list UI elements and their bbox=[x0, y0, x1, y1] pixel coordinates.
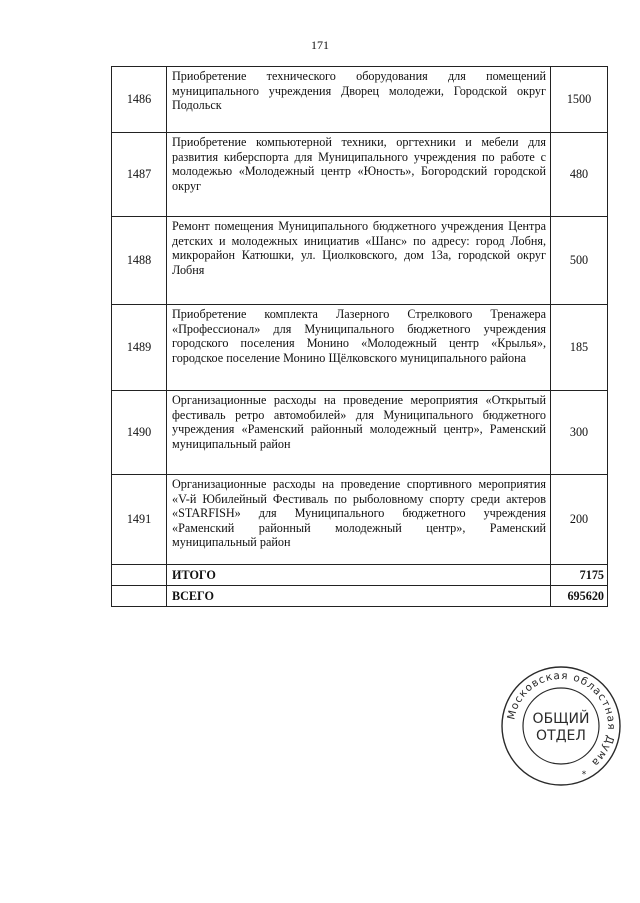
itogo-empty-cell bbox=[112, 565, 167, 586]
table-row bbox=[112, 305, 608, 391]
stamp-ring-text: Московская областная Дума bbox=[505, 669, 618, 770]
page-number: 171 bbox=[311, 38, 329, 52]
row-description: Ремонт помещения Муниципального бюджетного учреждения Центра детских и молодежных инициатив «Шанс» по адресу: город Лобня, микрорайон Катюшки, ул. Циолковского, дом 13а, городской округ Лобня bbox=[167, 217, 551, 305]
stamp-star: * bbox=[581, 770, 587, 780]
row-number: 1491 bbox=[112, 475, 167, 565]
table-row bbox=[112, 133, 608, 217]
stamp-line-2: ОТДЕЛ bbox=[536, 728, 586, 744]
row-description: Приобретение комплекта Лазерного Стрелкового Тренажера «Профессионал» для Муниципального бюджетного учреждения городского поселения Монино «Молодежный центр «Крылья», городское поселение Монино Щёлковского муниципального района bbox=[167, 305, 551, 391]
vsego-label: ВСЕГО bbox=[167, 586, 551, 607]
row-description: Организационные расходы на проведение мероприятия «Открытый фестиваль ретро автомобилей» для Муниципального бюджетного учреждения «Раменский районный молодежный центр», Раменский муниципальный район bbox=[167, 391, 551, 475]
table-row bbox=[112, 67, 608, 133]
row-number: 1487 bbox=[112, 133, 167, 217]
row-number: 1486 bbox=[112, 67, 167, 133]
table-row bbox=[112, 391, 608, 475]
row-amount: 1500 bbox=[551, 67, 608, 133]
row-description: Приобретение компьютерной техники, оргтехники и мебели для развития киберспорта для Муниципального учреждения по работе с молодежью «Молодежный центр «Юность», Богородский городской округ bbox=[167, 133, 551, 217]
row-amount: 500 bbox=[551, 217, 608, 305]
vsego-value: 695620 bbox=[551, 586, 608, 607]
row-amount: 185 bbox=[551, 305, 608, 391]
stamp-line-1: ОБЩИЙ bbox=[532, 711, 590, 727]
row-number: 1489 bbox=[112, 305, 167, 391]
itogo-label: ИТОГО bbox=[167, 565, 551, 586]
row-number: 1490 bbox=[112, 391, 167, 475]
vsego-row bbox=[112, 586, 608, 607]
table-row bbox=[112, 475, 608, 565]
office-stamp bbox=[498, 663, 624, 789]
vsego-empty-cell bbox=[112, 586, 167, 607]
row-amount: 480 bbox=[551, 133, 608, 217]
itogo-value: 7175 bbox=[551, 565, 608, 586]
stamp-seal bbox=[498, 663, 624, 789]
row-description: Приобретение технического оборудования для помещений муниципального учреждения Дворец молодежи, Городской округ Подольск bbox=[167, 67, 551, 133]
row-amount: 200 bbox=[551, 475, 608, 565]
row-description: Организационные расходы на проведение спортивного мероприятия «V-й Юбилейный Фестиваль по рыболовному спорту среди актеров «STARFISH» для Муниципального бюджетного учреждения «Раменский районный молодежный центр», Раменский муниципальный район bbox=[167, 475, 551, 565]
budget-table bbox=[111, 66, 608, 607]
itogo-row bbox=[112, 565, 608, 586]
table-row bbox=[112, 217, 608, 305]
row-number: 1488 bbox=[112, 217, 167, 305]
row-amount: 300 bbox=[551, 391, 608, 475]
